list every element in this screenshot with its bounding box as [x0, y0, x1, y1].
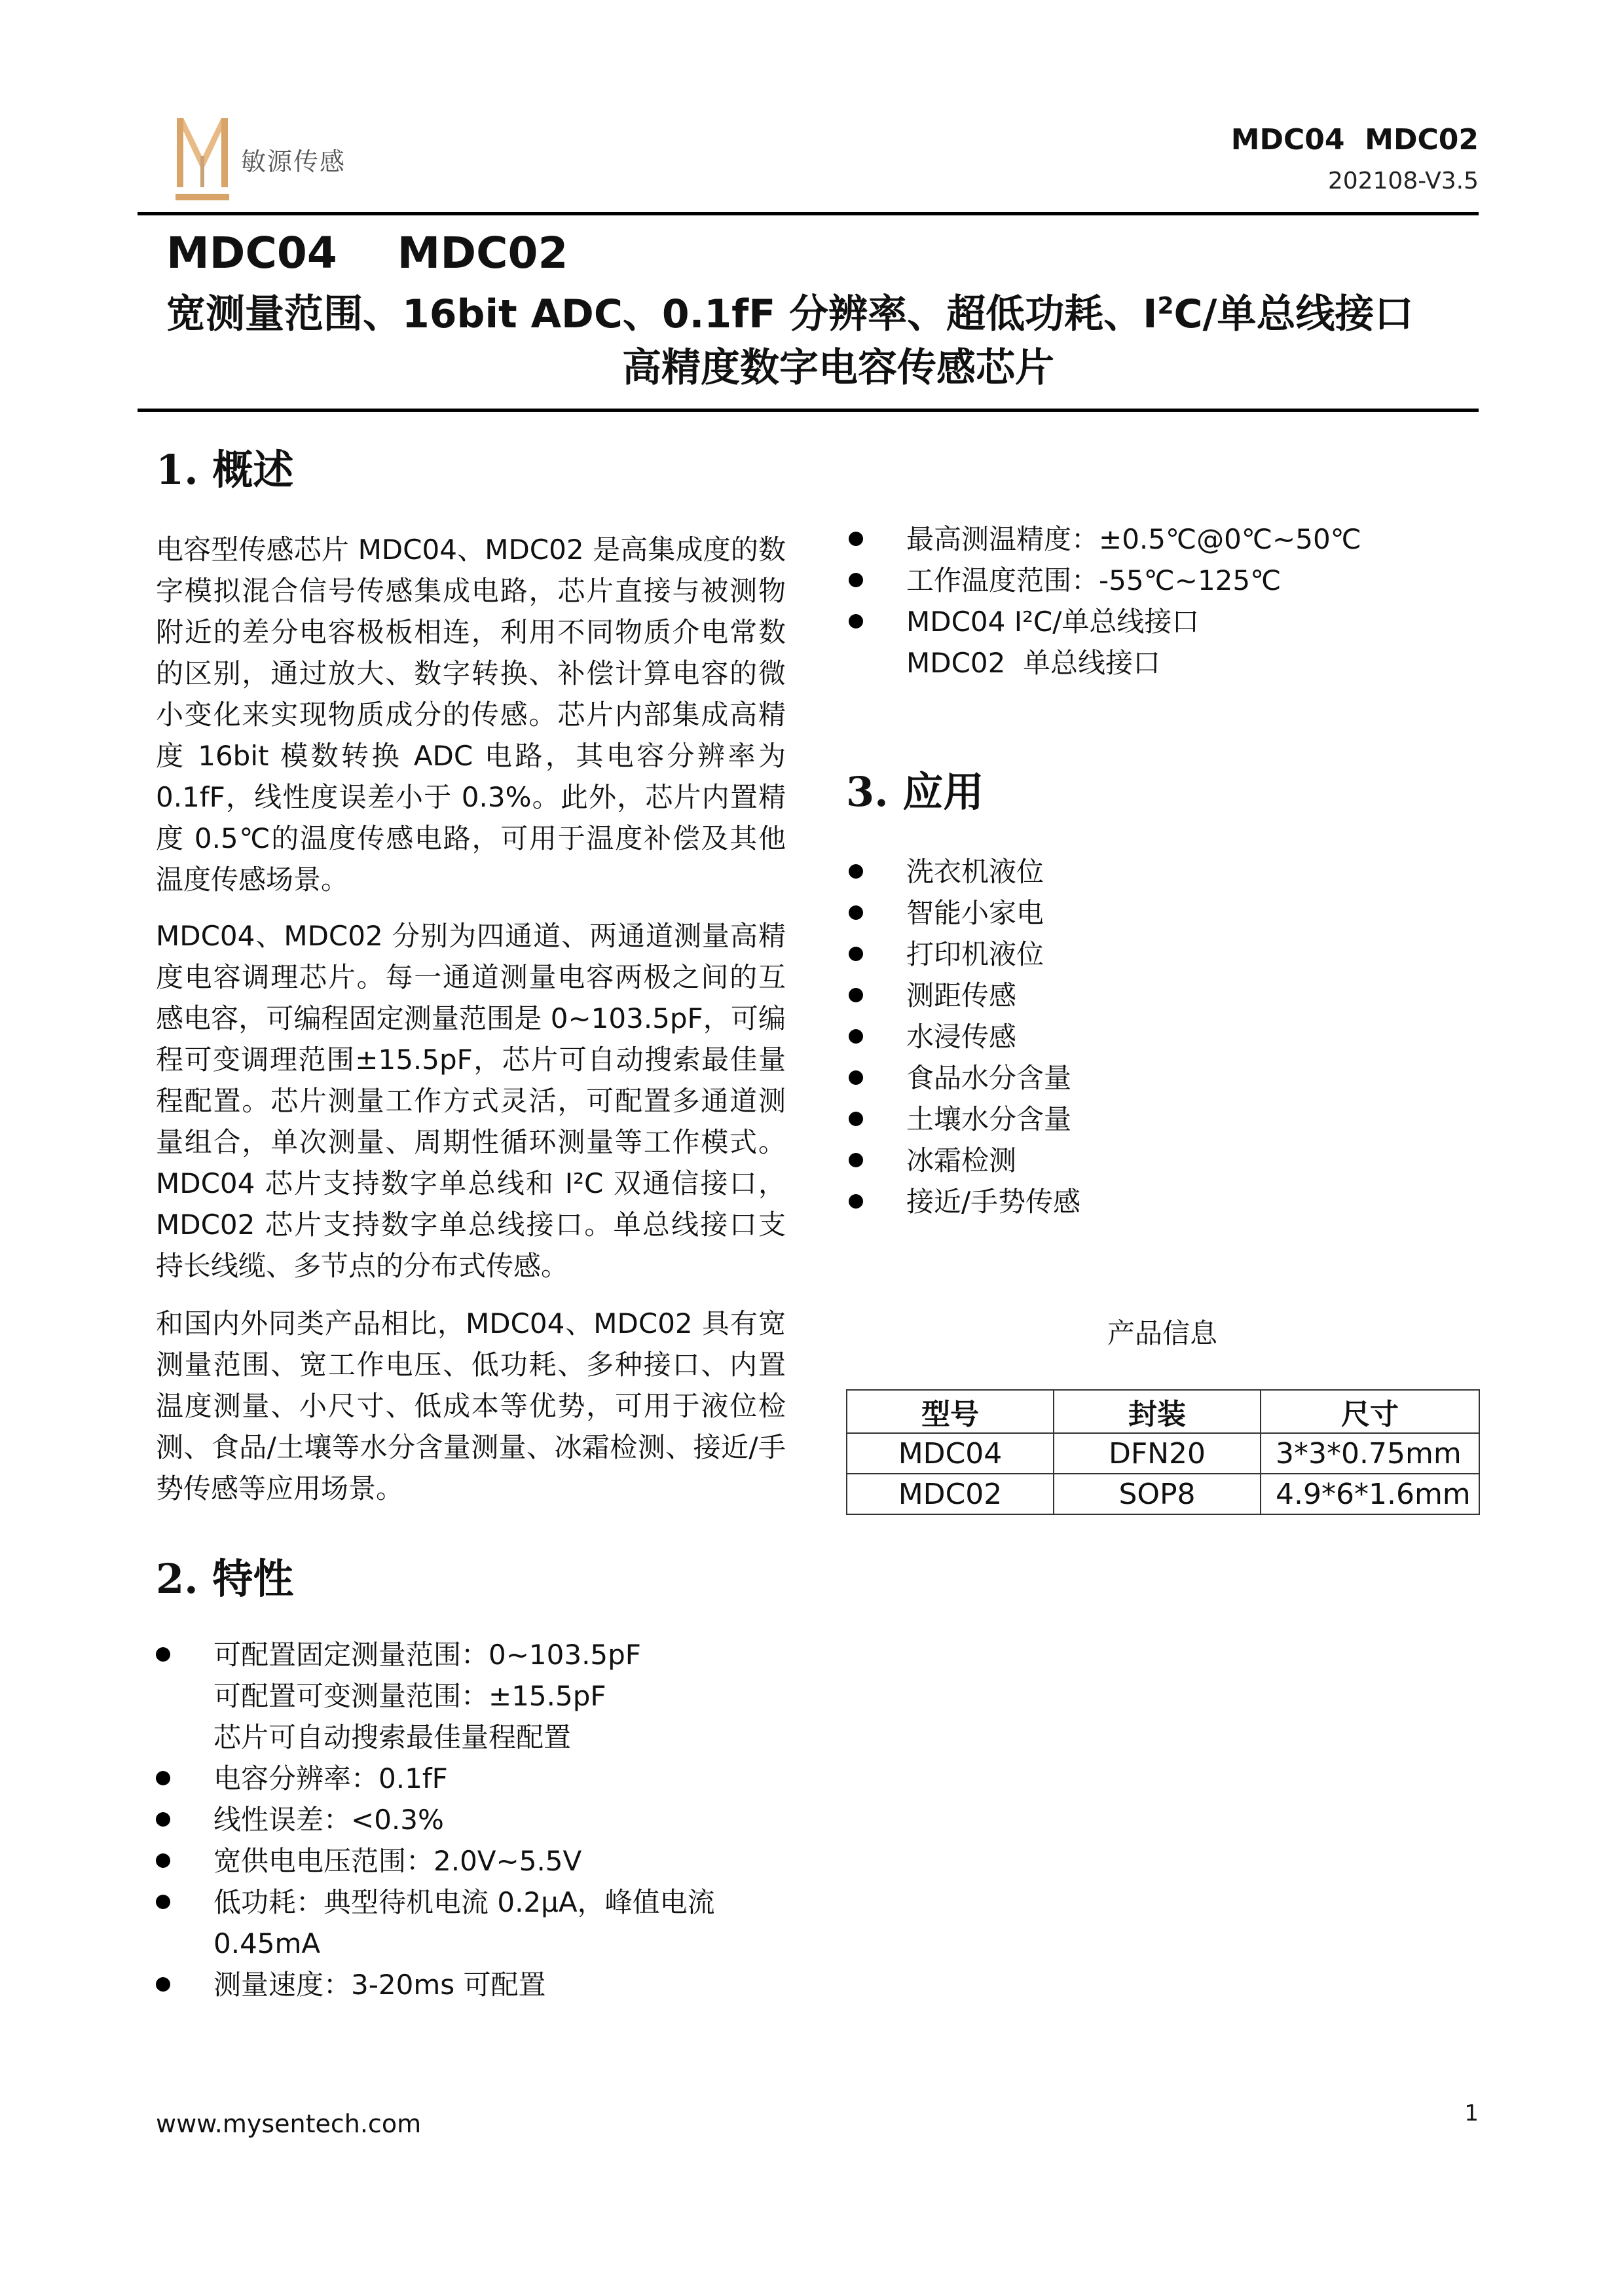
bullet-icon: [156, 1812, 170, 1827]
title-features: [166, 283, 1561, 339]
applications-list: [906, 851, 1469, 1222]
feature-item: [906, 601, 1483, 683]
features-list: [213, 1634, 803, 2005]
feature-line: 可配置可变测量范围：±15.5pF: [213, 1680, 606, 1712]
feature-item: [906, 519, 1483, 560]
application-label: 接近/手势传感: [906, 1186, 1081, 1218]
bullet-icon: [849, 1029, 863, 1044]
table-header-package: 封装: [1054, 1390, 1261, 1433]
feature-line: MDC02 单总线接口: [906, 647, 1161, 679]
application-item: [906, 1181, 1469, 1222]
footer-url: www.mysentech.com: [156, 2109, 422, 2138]
section-title: 概述: [212, 446, 294, 494]
section-number: 3.: [846, 768, 889, 816]
feature-item: [213, 1758, 803, 1799]
header-model: MDC04 MDC02: [1230, 123, 1479, 156]
bullet-icon: [156, 1895, 170, 1909]
table-header-model: 型号: [847, 1390, 1054, 1433]
product-info-table: [846, 1389, 1480, 1515]
feature-line: 低功耗：典型待机电流 0.2μA，峰值电流 0.45mA: [213, 1886, 715, 1959]
feature-line: 宽供电电压范围：2.0V~5.5V: [213, 1845, 582, 1877]
bullet-icon: [156, 1771, 170, 1785]
feature-item: [213, 1634, 803, 1758]
table-cell: 4.9*6*1.6mm: [1261, 1474, 1479, 1514]
table-row: [847, 1474, 1479, 1514]
bullet-icon: [849, 1112, 863, 1126]
section-applications-heading: [846, 759, 984, 818]
feature-line: 电容分辨率：0.1fF: [213, 1762, 448, 1795]
application-label: 测距传感: [906, 979, 1017, 1011]
header-rule: [138, 212, 1479, 215]
table-cell: SOP8: [1054, 1474, 1261, 1514]
feature-line: 测量速度：3-20ms 可配置: [213, 1969, 546, 2001]
bullet-icon: [156, 1853, 170, 1868]
bullet-icon: [849, 614, 863, 629]
feature-line: MDC04 I²C/单总线接口: [906, 606, 1200, 638]
application-item: [906, 892, 1469, 934]
table-cell: DFN20: [1054, 1433, 1261, 1474]
table-header-row: [847, 1390, 1479, 1433]
product-info-caption: 产品信息: [1107, 1317, 1217, 1349]
page-number: 1: [1464, 2100, 1479, 2126]
table-cell: MDC04: [847, 1433, 1054, 1474]
section-features-heading: [156, 1546, 293, 1605]
bullet-icon: [849, 905, 863, 920]
application-label: 水浸传感: [906, 1021, 1017, 1053]
application-label: 土壤水分含量: [906, 1103, 1072, 1135]
feature-line: 工作温度范围：-55℃~125℃: [906, 564, 1282, 596]
application-label: 冰霜检测: [906, 1144, 1017, 1176]
application-item: [906, 1016, 1469, 1057]
bullet-icon: [849, 1153, 863, 1167]
application-item: [906, 1140, 1469, 1181]
bullet-icon: [849, 988, 863, 1002]
features-list-continued: [906, 519, 1483, 683]
feature-line: 线性误差：<0.3%: [213, 1804, 444, 1836]
application-label: 食品水分含量: [906, 1062, 1072, 1094]
feature-item: [906, 560, 1483, 601]
bullet-icon: [156, 1647, 170, 1662]
bullet-icon: [849, 1194, 863, 1209]
overview-paragraph-1: 电容型传感芯片 MDC04、MDC02 是高集成度的数字模拟混合信号传感集成电路，芯片直接与被测物附近的差分电容极板相连，利用不同物质介电常数的区别，通过放大、数字转换、补偿计算电容的微小变化来实现物质成分的传感。芯片内部集成高精度 16bit 模数转换 ADC 电路，其电容分辨率为 0.1fF，线性度误差小于 0.3%。此外，芯片内置精度 0.5℃的温度传感电路，可用于温度补偿及其他温度传感场景。: [156, 534, 786, 896]
bullet-icon: [849, 573, 863, 587]
title-features-part1: 宽测量范围、16bit ADC、0.1fF 分辨率、超低功耗、I: [166, 291, 1158, 337]
application-label: 打印机液位: [906, 938, 1044, 970]
overview-paragraph-2: MDC04、MDC02 分别为四通道、两通道测量高精度电容调理芯片。每一通道测量电容两极之间的互感电容，可编程固定测量范围是 0~103.5pF，可编程可变调理范围±15.5pF，芯片可自动搜索最佳量程配置。芯片测量工作方式灵活，可配置多通道测量组合，单次测量、周期性循环测量等工作模式。MDC04 芯片支持数字单总线和 I²C 双通信接口，MDC02 芯片支持数字单总线接口。单总线接口支持长线缆、多节点的分布式传感。: [156, 920, 786, 1282]
table-cell: MDC02: [847, 1474, 1054, 1514]
overview-paragraph-3: 和国内外同类产品相比，MDC04、MDC02 具有宽测量范围、宽工作电压、低功耗、多种接口、内置温度测量、小尺寸、低成本等优势，可用于液位检测、食品/土壤等水分含量测量、冰霜检测、接近/手势传感等应用场景。: [156, 1307, 786, 1504]
feature-item: [213, 1840, 803, 1882]
section-number: 1.: [156, 446, 198, 494]
title-superscript: 2: [1157, 293, 1174, 319]
title-rule: [138, 409, 1479, 412]
table-cell: 3*3*0.75mm: [1261, 1433, 1479, 1474]
bullet-icon: [849, 532, 863, 546]
section-overview-heading: [156, 437, 293, 496]
table-row: [847, 1433, 1479, 1474]
feature-line: 芯片可自动搜索最佳量程配置: [213, 1721, 572, 1753]
feature-item: [213, 1964, 803, 2005]
section-number: 2.: [156, 1555, 198, 1603]
title-features-part2: C/单总线接口: [1173, 291, 1414, 337]
application-item: [906, 975, 1469, 1016]
table-header-size: 尺寸: [1261, 1390, 1479, 1433]
application-item: [906, 934, 1469, 975]
application-item: [906, 851, 1469, 892]
bullet-icon: [849, 864, 863, 879]
bullet-icon: [156, 1977, 170, 1992]
feature-item: [213, 1882, 803, 1964]
title-models: MDC04 MDC02: [166, 228, 568, 278]
section-title: 应用: [902, 768, 984, 816]
feature-item: [213, 1799, 803, 1840]
title-description: 高精度数字电容传感芯片: [622, 345, 1054, 391]
bullet-icon: [849, 947, 863, 961]
application-item: [906, 1099, 1469, 1140]
bullet-icon: [849, 1070, 863, 1085]
logo-text: 敏源传感: [241, 147, 346, 176]
application-item: [906, 1057, 1469, 1099]
feature-line: 最高测温精度：±0.5℃@0℃~50℃: [906, 523, 1361, 555]
feature-line: 可配置固定测量范围：0~103.5pF: [213, 1639, 641, 1671]
header-version: 202108-V3.5: [1327, 168, 1479, 194]
application-label: 洗衣机液位: [906, 856, 1044, 888]
application-label: 智能小家电: [906, 897, 1044, 929]
mysentech-logo: [175, 117, 229, 203]
section-title: 特性: [212, 1555, 294, 1603]
